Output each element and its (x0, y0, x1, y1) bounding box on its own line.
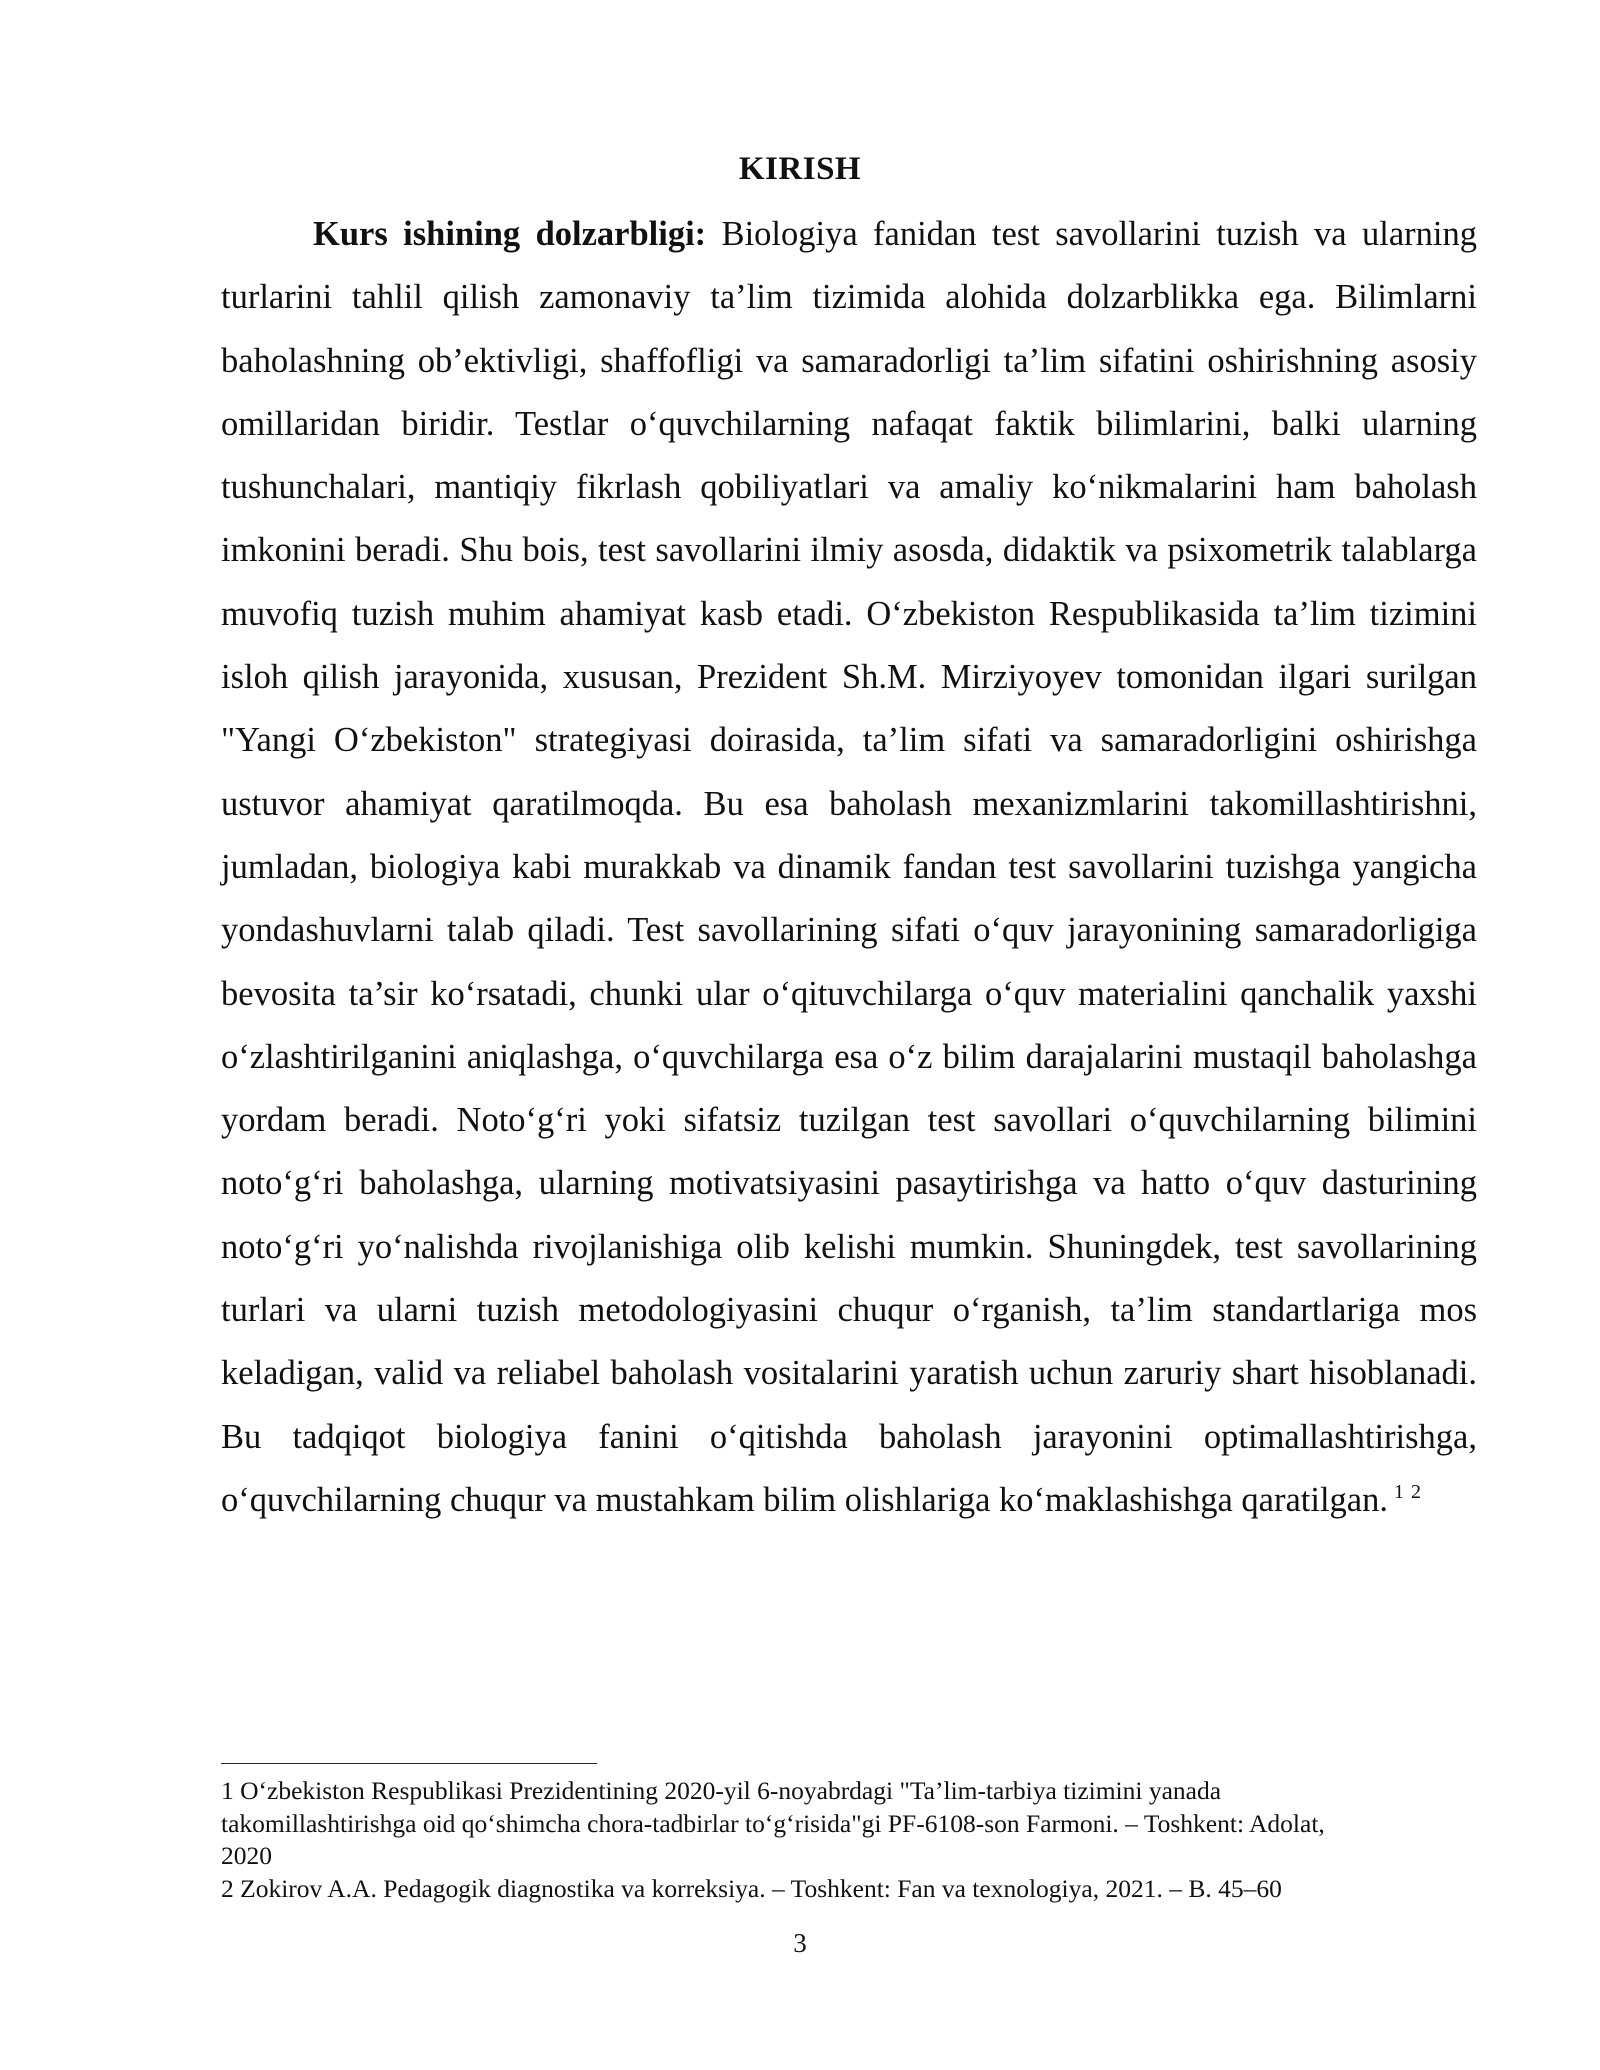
footnote-separator (221, 1763, 597, 1764)
footnotes (221, 1775, 1371, 1905)
page-number: 3 (793, 1928, 807, 1958)
footnote-references[interactable]: 1 2 (1393, 1481, 1421, 1504)
intro-paragraph (221, 203, 1477, 1532)
paragraph-body: Biologiya fanidan test savollarini tuzish va ularning turlarini tahlil qilish zamonaviy ta’lim tizimida alohida dolzarblikka ega. Bilimlarni baholashning ob’ektivligi, shaffofligi va samaradorligi ta’lim sifatini oshirishning asosiy omillaridan biridir. Testlar o‘quvchilarning nafaqat faktik bilimlarini, balki ularning tushunchalari, mantiqiy fikrlash qobiliyatlari va amaliy ko‘nikmalarini ham baholash imkonini beradi. Shu bois, test savollarini ilmiy asosda, didaktik va psixometrik talablarga muvofiq tuzish muhim ahamiyat kasb etadi. O‘zbekiston Respublikasida ta’lim tizimini isloh qilish jarayonida, xususan, Prezident Sh.M. Mirziyoyev tomonidan ilgari surilgan "Yangi O‘zbekiston" strategiyasi doirasida, ta’lim sifati va samaradorligini oshirishga ustuvor ahamiyat qaratilmoqda. Bu esa baholash mexanizmlarini takomillashtirishni, jumladan, biologiya kabi murakkab va dinamik fandan test savollarini tuzishga yangicha yondashuvlarni talab qiladi. Test savollarining sifati o‘quv jarayonining samaradorligiga bevosita ta’sir ko‘rsatadi, chunki ular o‘qituvchilarga o‘quv materialini qanchalik yaxshi o‘zlashtirilganini aniqlashga, o‘quvchilarga esa o‘z bilim darajalarini mustaqil baholashga yordam beradi. Noto‘g‘ri yoki sifatsiz tuzilgan test savollari o‘quvchilarning bilimini noto‘g‘ri baholashga, ularning motivatsiyasini pasaytirishga va hatto o‘quv dasturining noto‘g‘ri yo‘nalishda rivojlanishiga olib kelishi mumkin. Shuningdek, test savollarining turlari va ularni tuzish metodologiyasini chuqur o‘rganish, ta’lim standartlariga mos keladigan, valid va reliabel baholash vositalarini yaratish uchun zaruriy shart hisoblanadi. Bu tadqiqot biologiya fanini o‘qitishda baholash jarayonini optimallashtirishga, o‘quvchilarning chuqur va mustahkam bilim olishlariga ko‘maklashishga qaratilgan. (221, 215, 1478, 1519)
footnote-2: 2 Zokirov A.A. Pedagogik diagnostika va korreksiya. – Toshkent: Fan va texnologiya, 2021. – B. 45–60 (221, 1873, 1282, 1903)
footnote-1: 1 O‘zbekiston Respublikasi Prezidentining 2020-yil 6-noyabrdagi "Ta’lim-tarbiya tizimini yanada takomillashtirishga oid qo‘shimcha chora-tadbirlar to‘g‘risida"gi PF-6108-son Farmoni. – Toshkent: Adolat, 2020 (221, 1776, 1325, 1870)
lead-label: Kurs ishining dolzarbligi: (313, 215, 707, 253)
section-heading: KIRISH (738, 151, 862, 187)
